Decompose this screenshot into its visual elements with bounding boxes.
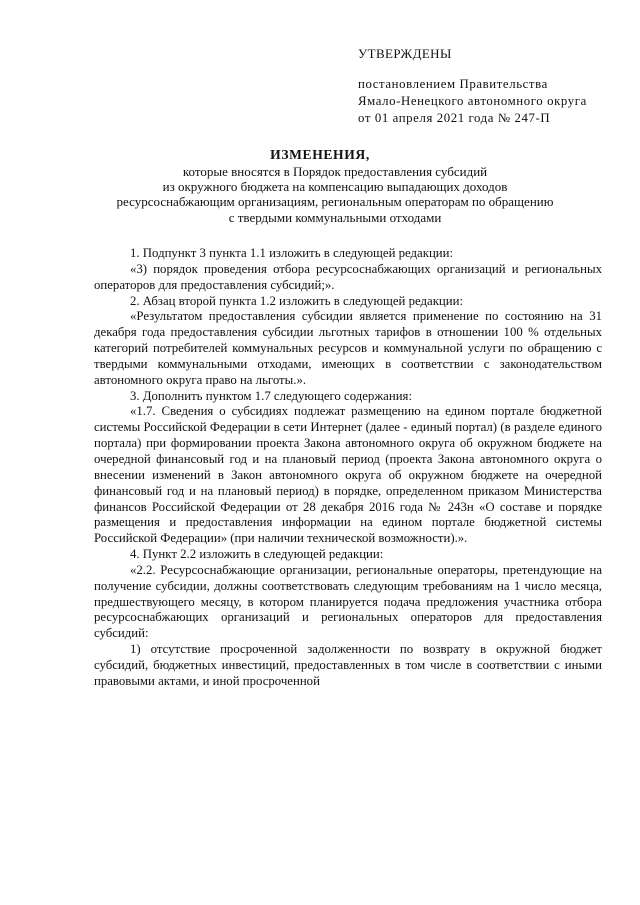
paragraph: 3. Дополнить пунктом 1.7 следующего содержания: [130, 388, 412, 403]
approval-line: постановлением Правительства [358, 77, 548, 91]
paragraph: «1.7. Сведения о субсидиях подлежат размещению на едином портале бюджетной системы Российской Федерации в сети Интернет (далее - единый портал) (в разделе единого портала) при формировании проекта Закона автономного округа об окружном бюджете на очередной финансовый год и на плановый период (проекта Закона автономного округа о внесении изменений в Закон автономного округа об окружном бюджете на очередной финансовый год и на плановый период) в порядке, определенном приказом Министерства финансов Российской Федерации от 28 декабря 2016 года № 243н «О составе и порядке размещения и предоставления информации на едином портале бюджетной системы Российской Федерации» (при наличии технической возможности).». [94, 404, 602, 546]
paragraph: «3) порядок проведения отбора ресурсоснабжающих организаций и региональных операторов для предоставления субсидий;». [94, 261, 602, 292]
subtitle-line: ресурсоснабжающим организациям, региональным операторам по обращению [116, 194, 554, 210]
document-title: ИЗМЕНЕНИЯ, [270, 147, 370, 162]
approval-line: от 01 апреля 2021 года № 247-П [358, 111, 551, 125]
paragraph: 1. Подпункт 3 пункта 1.1 изложить в следующей редакции: [130, 246, 454, 260]
approval-line: Ямало-Ненецкого автономного округа [358, 94, 587, 108]
document-subtitle [70, 164, 600, 225]
paragraph: «2.2. Ресурсоснабжающие организации, региональные операторы, претендующие на получение субсидии, должны соответствовать следующим требованиям на 1 число месяца, предшествующего месяцу, в котором планируется подача предложения участника отбора ресурсоснабжающих организаций и региональных операторов для предоставления субсидий: [94, 562, 602, 641]
approval-heading: УТВЕРЖДЕНЫ [358, 46, 452, 61]
paragraph: 4. Пункт 2.2 изложить в следующей редакции: [130, 547, 384, 562]
subtitle-line: с твердыми коммунальными отходами [228, 209, 442, 225]
subtitle-line: из окружного бюджета на компенсацию выпадающих доходов [162, 179, 508, 195]
paragraph: 2. Абзац второй пункта 1.2 изложить в следующей редакции: [130, 293, 464, 308]
document-body [94, 246, 602, 690]
paragraph: «Результатом предоставления субсидии является применение по состоянию на 31 декабря года предоставления субсидии льготных тарифов в отношении 100 % отдельных категорий потребителей коммунальных ресурсов и коммунальной услуги по обращению с твердыми коммунальными отходами, имеющих в соответствии с законодательством автономного округа право на льготы.». [94, 309, 602, 387]
approval-block [358, 45, 587, 127]
paragraph: 1) отсутствие просроченной задолженности по возврату в окружной бюджет субсидий, бюджетных инвестиций, предоставленных в том числе в соответствии с иными правовыми актами, и иной просроченной [94, 642, 602, 688]
subtitle-line: которые вносятся в Порядок предоставления субсидий [182, 164, 488, 179]
